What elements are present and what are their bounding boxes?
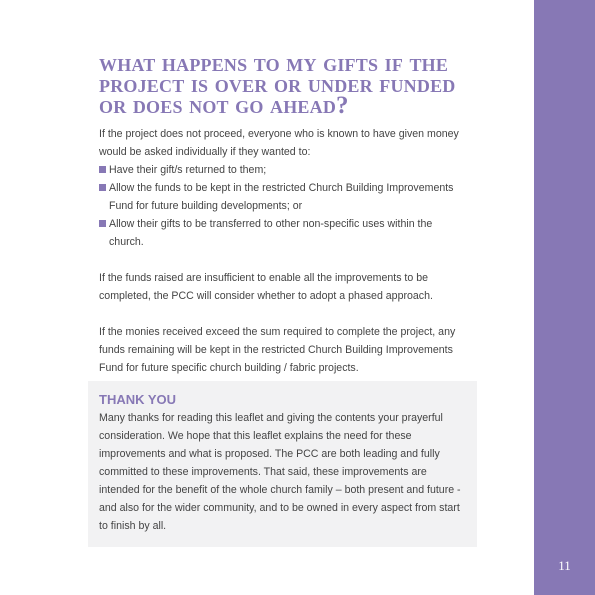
thank-you-title: THANK YOU	[99, 392, 177, 407]
list-item-text: Have their gift/s returned to them;	[109, 164, 267, 176]
square-bullet-icon	[99, 184, 106, 191]
section-heading: what happens to my gifts if the project is over or under funded or does not go ahead?	[99, 50, 456, 119]
page-number: 11	[558, 558, 571, 573]
insufficient-funds-paragraph: If the funds raised are insufficient to enable all the improvements to be completed, the PCC will consider whether to adopt a phased approach.	[99, 272, 433, 302]
spacer	[99, 305, 469, 323]
page-sidebar	[534, 0, 595, 595]
square-bullet-icon	[99, 220, 106, 227]
thank-you-body: Many thanks for reading this leaflet and giving the contents your prayerful consideration. We hope that this leaflet explains the need for these improvements and what is proposed. The PCC are both leading and fully committed to these improvements. That said, these improvements are intended for the benefit of the whole church family – both present and future - and also for the wider community, and to be owned in every aspect from start to finish by all.	[99, 412, 461, 532]
spacer	[99, 251, 469, 269]
options-list	[99, 161, 469, 251]
intro-paragraph: If the project does not proceed, everyone who is known to have given money would be asked individually if they wanted to:	[99, 128, 459, 158]
list-item-text: Allow the funds to be kept in the restricted Church Building Improvements Fund for future building developments; or	[109, 182, 454, 212]
list-item-text: Allow their gifts to be transferred to other non-specific uses within the church.	[109, 218, 433, 248]
square-bullet-icon	[99, 166, 106, 173]
list-item	[99, 161, 469, 179]
excess-funds-paragraph: If the monies received exceed the sum required to complete the project, any funds remaining will be kept in the restricted Church Building Improvements Fund for future specific church building / fabric projects.	[99, 326, 456, 374]
main-content	[99, 50, 469, 377]
list-item	[99, 215, 469, 251]
list-item	[99, 179, 469, 215]
thank-you-panel	[88, 381, 477, 547]
